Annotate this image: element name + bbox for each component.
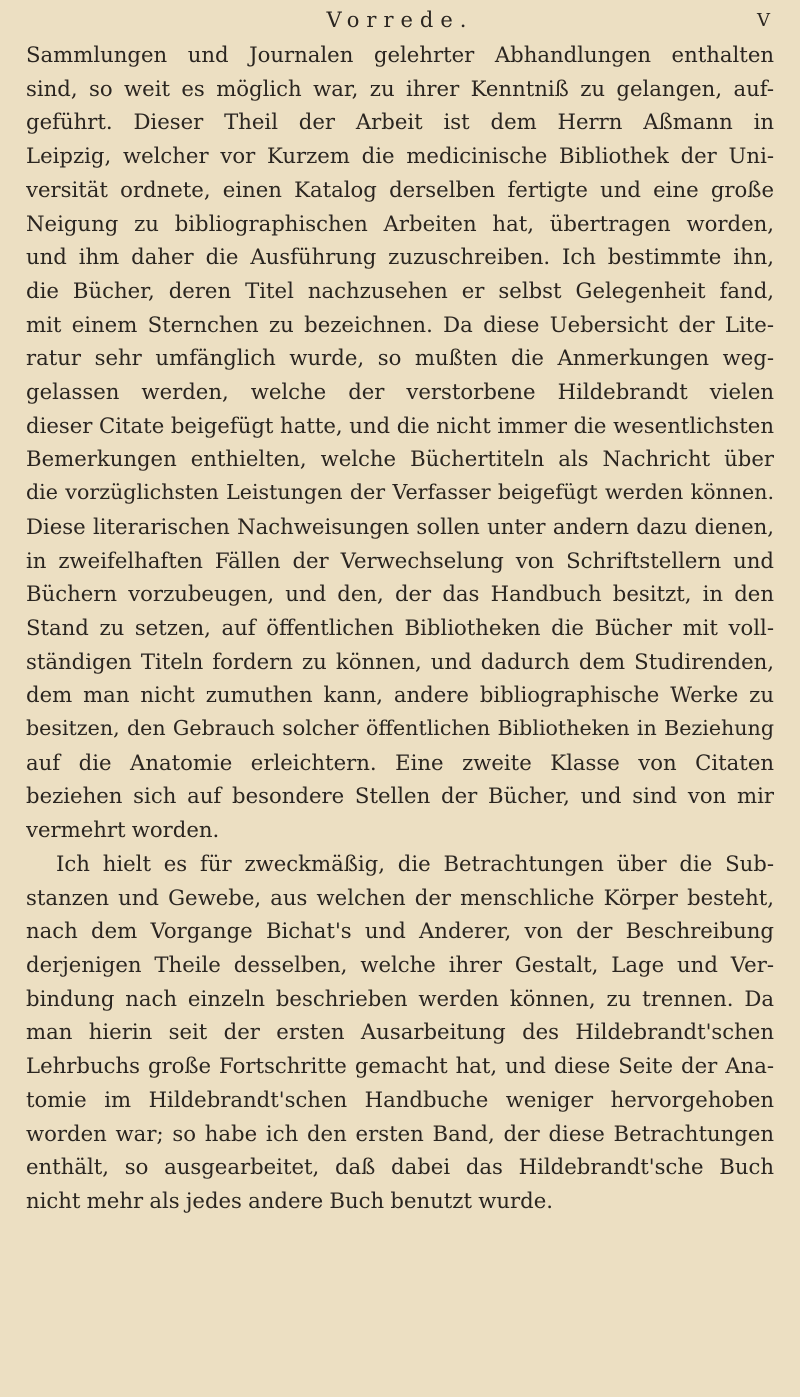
text-line: ratur sehr umfänglich wurde, so mußten die Anmerkungen weg- — [26, 345, 774, 371]
text-line: Büchern vorzubeugen, und den, der das Handbuch besitzt, in den — [26, 581, 774, 607]
paragraph-2 — [26, 847, 774, 1218]
text-line: die vorzüglichsten Leistungen der Verfasser beigefügt werden können. — [26, 480, 774, 505]
text-line: Ich hielt es für zweckmäßig, die Betrachtungen über die Sub- — [56, 850, 774, 876]
text-line: in zweifelhaften Fällen der Verwechselung von Schriftstellern und — [26, 547, 774, 573]
text-line: Leipzig, welcher vor Kurzem die medicinische Bibliothek der Uni- — [26, 143, 774, 169]
text-line: Diese literarischen Nachweisungen sollen unter andern dazu dienen, — [26, 513, 774, 539]
paragraph-1 — [26, 38, 774, 847]
text-line: dieser Citate beigefügt hatte, und die nicht immer die wesentlichsten — [26, 412, 774, 438]
text-line: gelassen werden, welche der verstorbene Hildebrandt vielen — [26, 379, 774, 405]
text-line: man hierin seit der ersten Ausarbeitung des Hildebrandt'schen — [26, 1019, 774, 1045]
text-line: beziehen sich auf besondere Stellen der Bücher, und sind von mir — [26, 783, 774, 809]
text-line: versität ordnete, einen Katalog derselben fertigte und eine große — [26, 176, 774, 202]
text-line: nach dem Vorgange Bichat's und Anderer, von der Beschreibung — [26, 918, 774, 944]
text-line: nicht mehr als jedes andere Buch benutzt wurde. — [26, 1187, 553, 1213]
text-line: mit einem Sternchen zu bezeichnen. Da diese Uebersicht der Lite- — [26, 311, 774, 337]
text-line: Sammlungen und Journalen gelehrter Abhandlungen enthalten — [26, 42, 774, 67]
page-number: V — [757, 10, 770, 31]
text-line: worden war; so habe ich den ersten Band, der diese Betrachtungen — [26, 1120, 774, 1146]
text-line: sind, so weit es möglich war, zu ihrer Kenntniß zu gelangen, auf- — [26, 75, 774, 101]
text-line: auf die Anatomie erleichtern. Eine zweite Klasse von Citaten — [26, 749, 774, 775]
text-line: bindung nach einzeln beschrieben werden können, zu trennen. Da — [26, 985, 774, 1011]
text-line: stanzen und Gewebe, aus welchen der menschliche Körper besteht, — [26, 884, 774, 910]
running-head — [26, 8, 774, 38]
running-head-title: Vorrede. — [326, 8, 474, 32]
text-line: tomie im Hildebrandt'schen Handbuche weniger hervorgehoben — [26, 1086, 774, 1112]
text-line: Bemerkungen enthielten, welche Büchertiteln als Nachricht über — [26, 446, 774, 472]
text-line: vermehrt worden. — [26, 817, 220, 843]
text-line: und ihm daher die Ausführung zuzuschreiben. Ich bestimmte ihn, — [26, 244, 774, 270]
text-line: die Bücher, deren Titel nachzusehen er selbst Gelegenheit fand, — [26, 277, 774, 303]
body-text — [26, 38, 774, 1218]
text-line: Lehrbuchs große Fortschritte gemacht hat, und diese Seite der Ana- — [26, 1053, 774, 1079]
text-line: geführt. Dieser Theil der Arbeit ist dem Herrn Aßmann in — [26, 109, 774, 135]
text-line: besitzen, den Gebrauch solcher öffentlichen Bibliotheken in Beziehung — [26, 716, 774, 741]
text-line: Stand zu setzen, auf öffentlichen Bibliotheken die Bücher mit voll- — [26, 614, 774, 640]
text-line: enthält, so ausgearbeitet, daß dabei das Hildebrandt'sche Buch — [26, 1154, 774, 1180]
text-line: Neigung zu bibliographischen Arbeiten hat, übertragen worden, — [26, 210, 774, 236]
text-line: dem man nicht zumuthen kann, andere bibliographische Werke zu — [26, 682, 774, 708]
text-line: ständigen Titeln fordern zu können, und dadurch dem Studirenden, — [26, 648, 774, 674]
text-line: derjenigen Theile desselben, welche ihrer Gestalt, Lage und Ver- — [26, 951, 774, 977]
